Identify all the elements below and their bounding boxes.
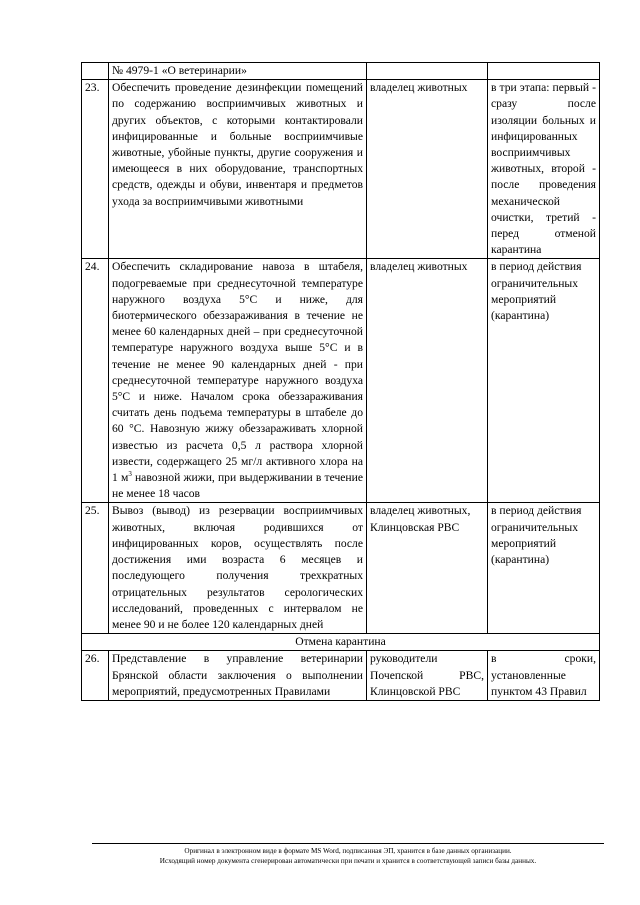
deadline: [488, 63, 600, 80]
row-number: [82, 63, 109, 80]
row-number: 23.: [82, 80, 109, 259]
deadline: в три этапа: первый - сразу после изоляции больных и инфицированных восприимчивых животных, второй - после проведения механической очистки, третий - перед отменой карантина: [488, 80, 600, 259]
table-row: [82, 259, 600, 503]
responsible-party: [367, 63, 488, 80]
section-heading: Отмена карантина: [82, 634, 600, 651]
row-number: 25.: [82, 503, 109, 634]
measures-table: [81, 62, 600, 701]
document-footer: [92, 843, 604, 866]
table-row: [82, 80, 600, 259]
footer-line-original: Оригинал в электронном виде в формате MS Word, подписанная ЭП, хранится в базе данных организации.: [184, 847, 512, 855]
measure-text: № 4979-1 «О ветеринарии»: [109, 63, 367, 80]
section-row: [82, 634, 600, 651]
measure-text-tail: навозной жижи, при выдерживании в течение не менее 18 часов: [112, 471, 363, 501]
measure-text: Вывоз (вывод) из резервации восприимчивых животных, включая родившихся от инфицированных коров, осуществлять после достижения ими возраста 6 месяцев и последующего получения трехкратных отрицательных результатов серологических исследований, проведенных с интервалом не менее 90 и не более 120 календарных дней: [109, 503, 367, 634]
row-number: 24.: [82, 259, 109, 503]
deadline: в сроки, установленные пунктом 43 Правил: [488, 651, 600, 701]
measure-text: Обеспечить проведение дезинфекции помещений по содержанию восприимчивых животных и других объектов, с которыми контактировали инфицированные и больные восприимчивые животные, убойные пункты, другие сооружения и имеющееся в них оборудование, транспортных средств, одежды и обуви, инвентаря и предметов ухода за восприимчивыми животными: [109, 80, 367, 259]
responsible-party: владелец животных: [367, 259, 488, 503]
measure-text: [109, 259, 367, 503]
responsible-party: руководители Почепской РВС, Клинцовской РВС: [367, 651, 488, 701]
table-row: [82, 63, 600, 80]
cubic-superscript: 3: [128, 470, 132, 479]
measure-text-main: Обеспечить складирование навоза в штабеля, подогреваемые при среднесуточной температуре наружного воздуха 5°С и ниже, для биотермического обеззараживания в течение не менее 60 календарных дней – при среднесуточной температуре наружного воздуха выше 5°С и в течение не менее 90 календарных дней - при среднесуточной температуре наружного воздуха 5°С и ниже. Началом срока обеззараживания считать день подъема температуры в штабеле до 60 °С. Навозную жижу обеззараживать хлорной известью из расчета 0,5 л раствора хлорной извести, содержащего 25 мг/л активного хлора на 1 м: [112, 260, 363, 485]
table-row: [82, 651, 600, 701]
responsible-party: владелец животных, Клинцовская РВС: [367, 503, 488, 634]
footer-line-number: Исходящий номер документа сгенерирован автоматически при печати и хранится в соответствующей записи базы данных.: [159, 857, 537, 865]
deadline: в период действия ограничительных мероприятий (карантина): [488, 259, 600, 503]
measure-text: Представление в управление ветеринарии Брянской области заключения о выполнении мероприятий, предусмотренных Правилами: [109, 651, 367, 701]
row-number: 26.: [82, 651, 109, 701]
deadline: в период действия ограничительных мероприятий (карантина): [488, 503, 600, 634]
responsible-party: владелец животных: [367, 80, 488, 259]
table-row: [82, 503, 600, 634]
